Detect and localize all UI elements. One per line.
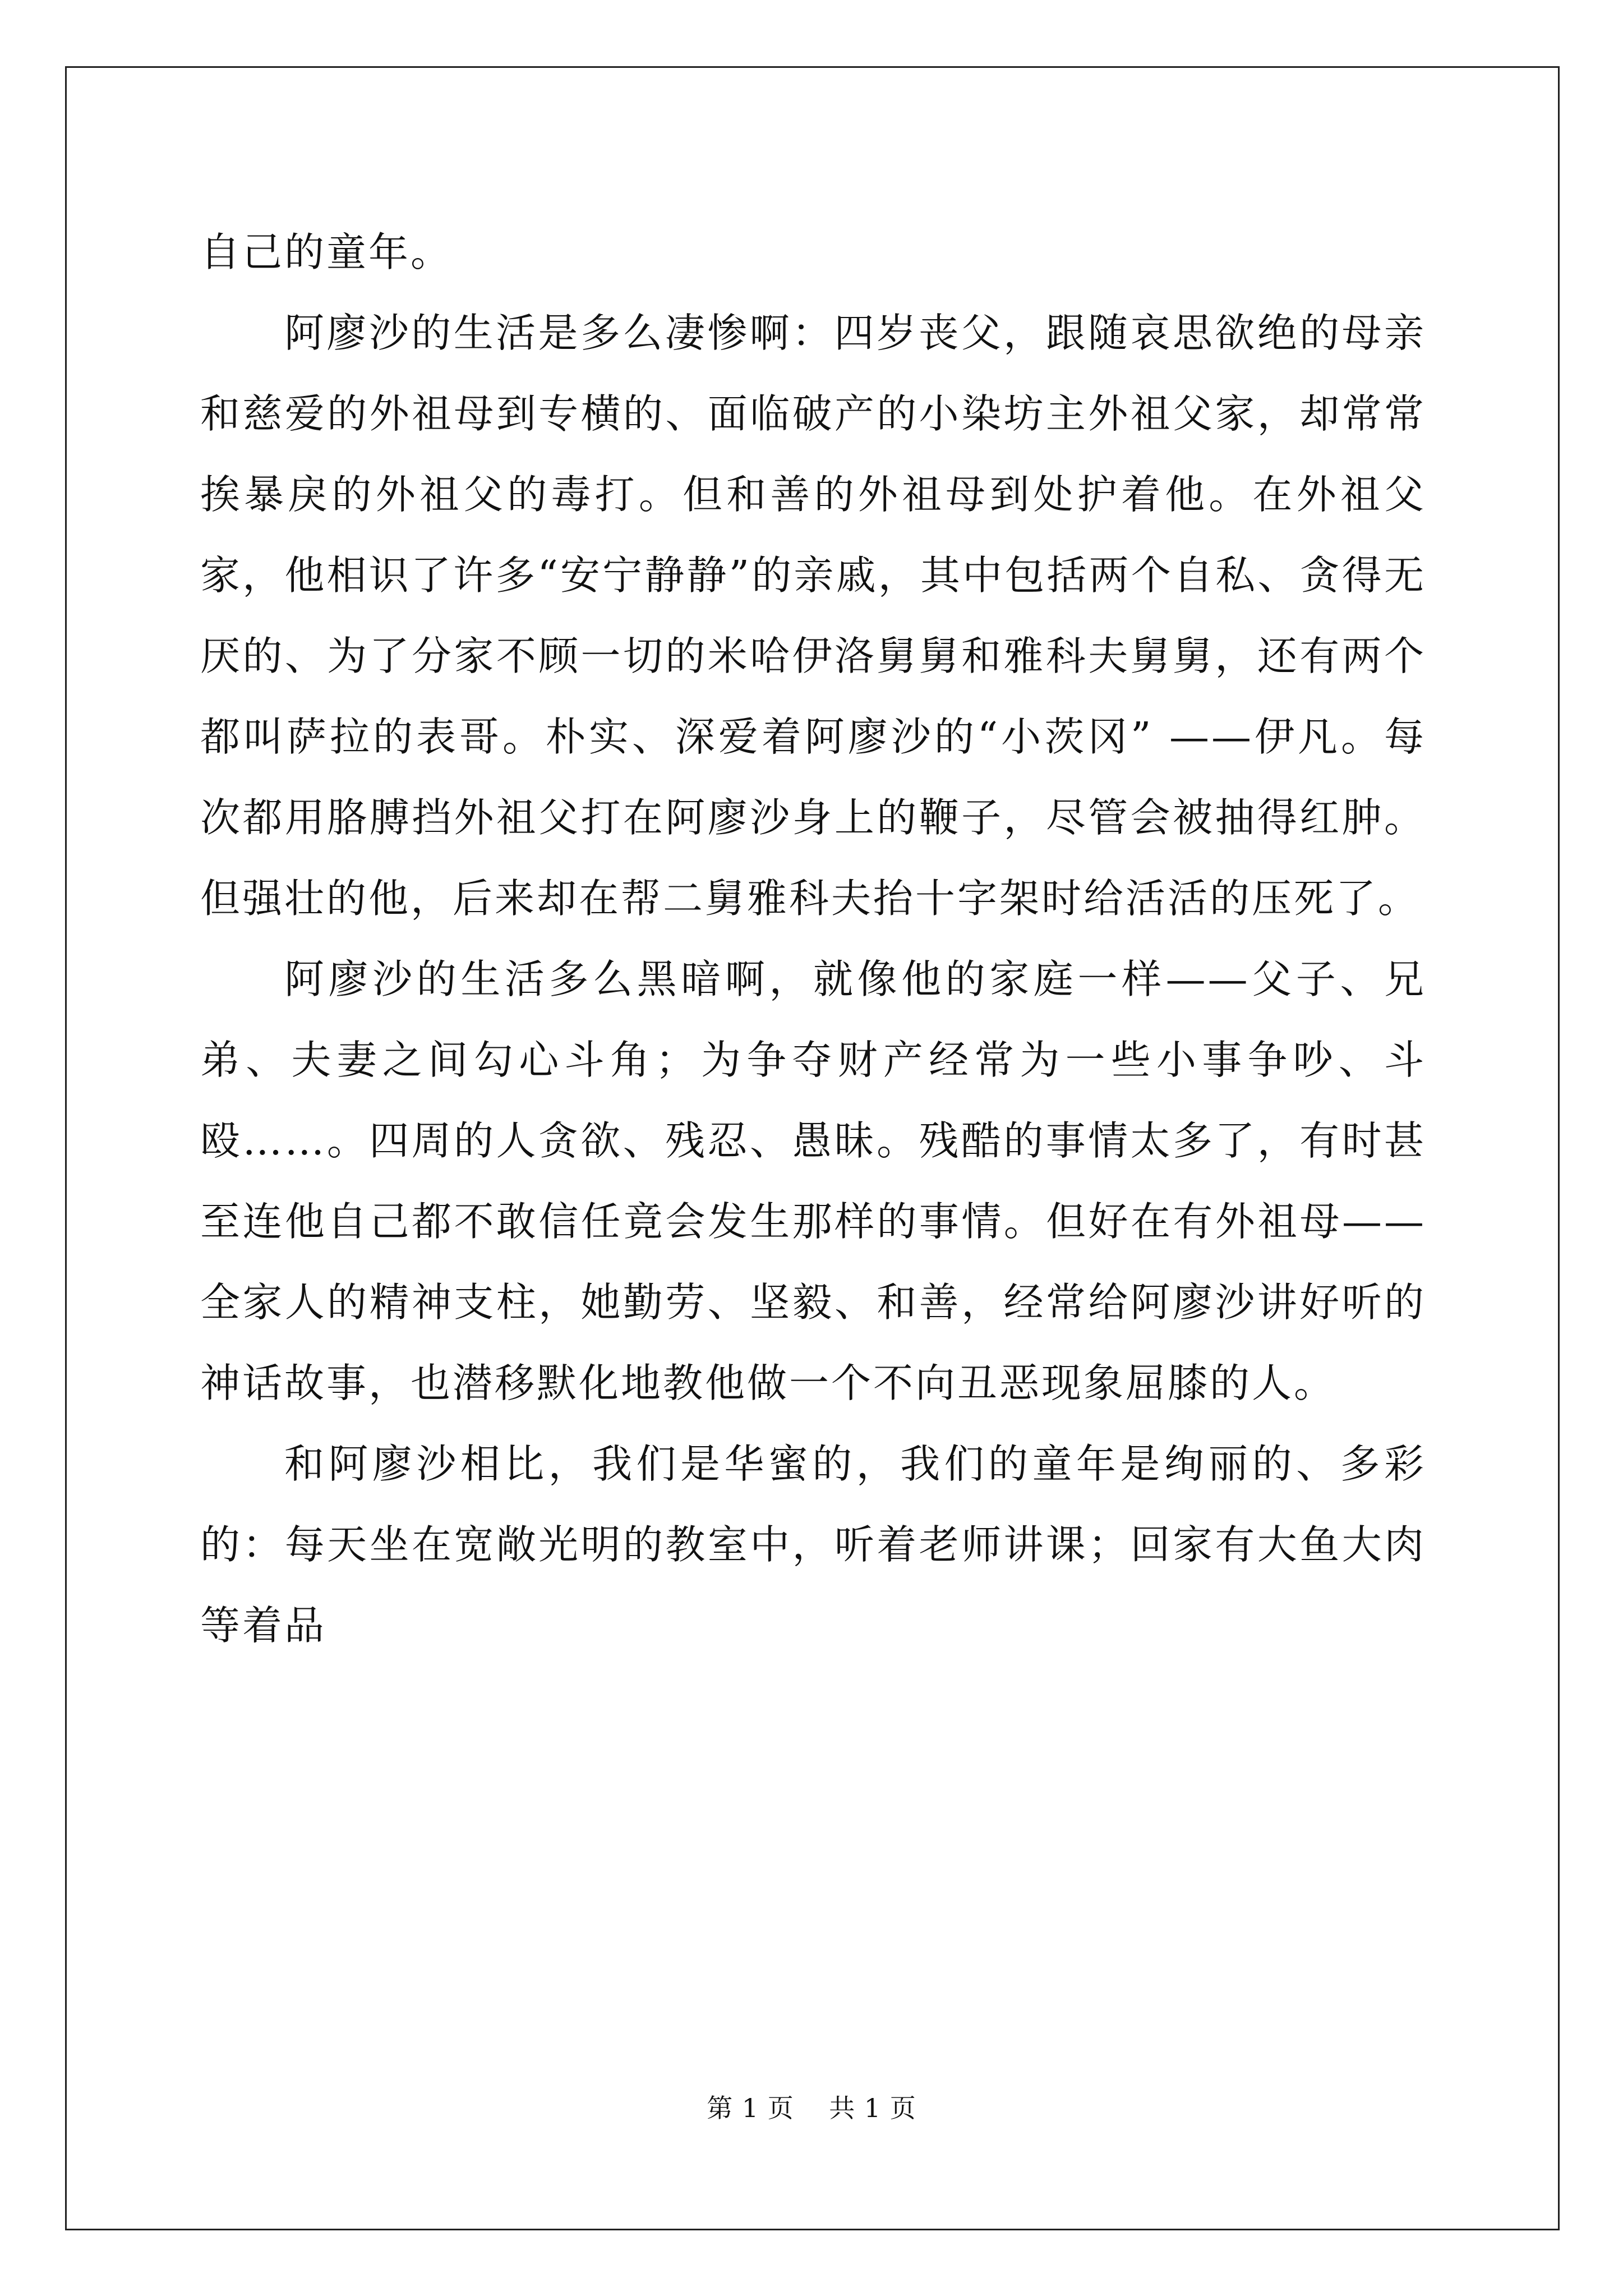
paragraph-3: 阿廖沙的生活多么黑暗啊，就像他的家庭一样——父子、兄弟、夫妻之间勾心斗角；为争夺财产经常为一些小事争吵、斗殴……。四周的人贪欲、残忍、愚昧。残酷的事情太多了，有时甚至连他自己都不敢信任竟会发生那样的事情。但好在有外祖母——全家人的精神支柱，她勤劳、坚毅、和善，经常给阿廖沙讲好听的神话故事，也潜移默化地教他做一个不向丑恶现象屈膝的人。 (200, 956, 1426, 1406)
paragraph-1: 自己的童年。 (200, 229, 453, 275)
page-total: 共 1 页 (829, 2093, 916, 2123)
document-body (200, 212, 1426, 1666)
page-number: 第 1 页 (707, 2093, 794, 2123)
paragraph-2: 阿廖沙的生活是多么凄惨啊：四岁丧父，跟随哀思欲绝的母亲和慈爱的外祖母到专横的、面临破产的小染坊主外祖父家，却常常挨暴戾的外祖父的毒打。但和善的外祖母到处护着他。在外祖父家，他相识了许多“安宁静静”的亲戚，其中包括两个自私、贪得无厌的、为了分家不顾一切的米哈伊洛舅舅和雅科夫舅舅，还有两个都叫萨拉的表哥。朴实、深爱着阿廖沙的“小茨冈” ——伊凡。每次都用胳膊挡外祖父打在阿廖沙身上的鞭子，尽管会被抽得红肿。但强壮的他，后来却在帮二舅雅科夫抬十字架时给活活的压死了。 (200, 310, 1426, 922)
page-footer (0, 2091, 1623, 2125)
paragraph-4: 和阿廖沙相比，我们是华蜜的，我们的童年是绚丽的、多彩的：每天坐在宽敞光明的教室中，听着老师讲课；回家有大鱼大肉等着品 (200, 1441, 1426, 1649)
